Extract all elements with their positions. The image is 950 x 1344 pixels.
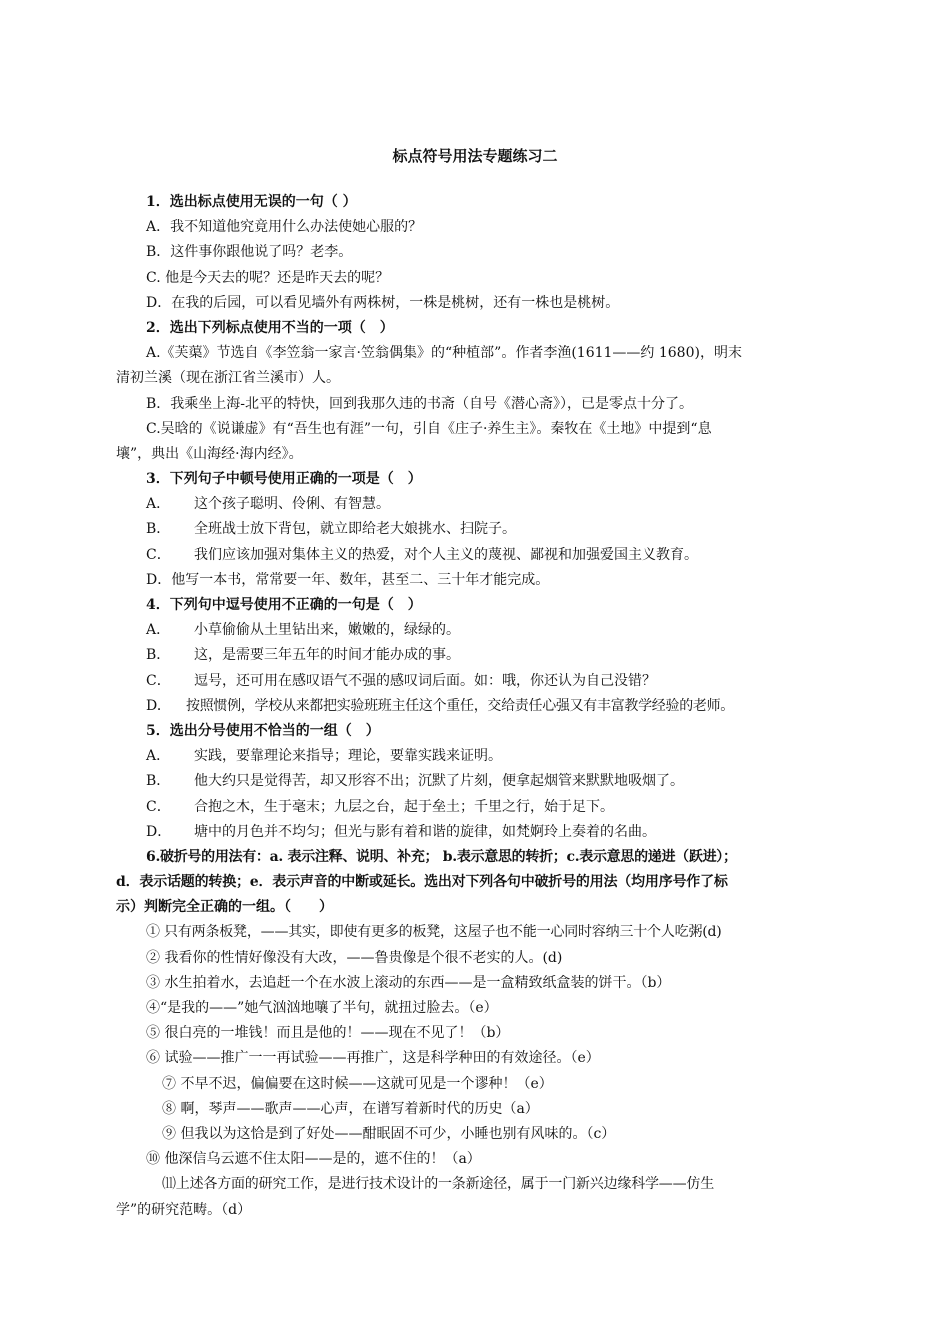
question-6-item-8: ⑧ 啊，琴声——歌声——心声，在谱写着新时代的历史（a） bbox=[162, 1100, 539, 1117]
question-4-option-d bbox=[116, 694, 856, 719]
question-1-option-c: C. 他是今天去的呢？还是昨天去的呢？ bbox=[146, 269, 390, 286]
question-3-option-b bbox=[116, 517, 856, 542]
question-5-option-d bbox=[116, 820, 856, 845]
option-label: D． bbox=[146, 697, 171, 714]
document-body bbox=[116, 190, 856, 1223]
question-6-item-11-line2: 学”的研究范畴。（d） bbox=[116, 1201, 252, 1218]
question-6-item-6: ⑥ 试验——推广一一再试验——再推广，这是科学种田的有效途径。（e） bbox=[146, 1050, 600, 1067]
option-text: 小草偷偷从土里钻出来，嫩嫩的，绿绿的。 bbox=[194, 622, 460, 639]
option-text: 这，是需要三年五年的时间才能办成的事。 bbox=[194, 647, 460, 664]
question-3-stem: 3．下列句子中顿号使用正确的一项是（ ） bbox=[146, 471, 422, 488]
question-3-option-d: D．他写一本书，常常要一年、数年，甚至二、三十年才能完成。 bbox=[146, 571, 550, 588]
option-text: 全班战士放下背包，就立即给老大娘挑水、扫院子。 bbox=[194, 521, 516, 538]
option-label: A． bbox=[146, 748, 171, 765]
option-text: 他大约只是觉得苦，却又形容不出；沉默了片刻，便拿起烟管来默默地吸烟了。 bbox=[194, 773, 684, 790]
question-2-option-c-line2: 壤”，典出《山海经·海内经》。 bbox=[116, 445, 303, 462]
question-6-stem-line2: d．表示话题的转换；e．表示声音的中断或延长。选出对下列各句中破折号的用法（均用序号作了标 bbox=[116, 874, 728, 891]
option-label: C． bbox=[146, 546, 171, 563]
question-3-option-a bbox=[116, 492, 856, 517]
question-2-option-b: B．我乘坐上海-北平的特快，回到我那久违的书斋（自号《潜心斋》），已是零点十分了。 bbox=[146, 395, 694, 412]
question-1-option-b: B．这件事你跟他说了吗？老李。 bbox=[146, 244, 353, 261]
question-6-item-3: ③ 水生拍着水，去追赶一个在水波上滚动的东西——是一盒精致纸盒装的饼干。（b） bbox=[146, 974, 671, 991]
question-2-option-a-line1: A.《芙蕖》节选自《李笠翁一家言·笠翁偶集》的“种植部”。作者李渔(1611——约 1680)，明末 bbox=[146, 345, 742, 362]
question-4-option-c bbox=[116, 669, 856, 694]
question-6-item-5: ⑤ 很白亮的一堆钱！而且是他的！——现在不见了！（b） bbox=[146, 1025, 510, 1042]
option-label: A． bbox=[146, 622, 171, 639]
question-1-stem: 1．选出标点使用无误的一句（ ） bbox=[146, 194, 357, 210]
question-5-option-a bbox=[116, 744, 856, 769]
question-4-option-a bbox=[116, 618, 856, 643]
question-6-item-4: ④“是我的——”她气汹汹地嚷了半句，就扭过脸去。（e） bbox=[146, 1000, 498, 1016]
option-text: 按照惯例，学校从来都把实验班班主任这个重任，交给责任心强又有丰富教学经验的老师。 bbox=[186, 697, 734, 714]
question-5-stem: 5．选出分号使用不恰当的一组（ ） bbox=[146, 722, 380, 739]
question-6-item-1: ① 只有两条板凳，——其实，即使有更多的板凳，这屋子也不能一心同时容纳三十个人吃粥(d) bbox=[146, 924, 722, 941]
option-label: D． bbox=[146, 823, 172, 840]
option-label: B． bbox=[146, 521, 171, 538]
option-text: 塘中的月色并不均匀；但光与影有着和谐的旋律，如梵婀玲上奏着的名曲。 bbox=[194, 823, 656, 840]
question-6-item-7: ⑦ 不早不迟，偏偏要在这时候——这就可见是一个谬种！（e） bbox=[162, 1075, 553, 1092]
question-6-item-11-line1: ⑾上述各方面的研究工作，是进行技术设计的一条新途径，属于一门新兴边缘科学——仿生 bbox=[162, 1176, 714, 1193]
question-5-option-b bbox=[116, 769, 856, 794]
question-3-option-c bbox=[116, 543, 856, 568]
question-6-item-9: ⑨ 但我以为这恰是到了好处——酣眠固不可少，小睡也别有风味的。（c） bbox=[162, 1125, 616, 1142]
option-text: 逗号，还可用在感叹语气不强的感叹词后面。如：哦，你还认为自己没错？ bbox=[194, 672, 656, 689]
question-6-item-10: ⑩ 他深信乌云遮不住太阳——是的，遮不住的！（a） bbox=[146, 1151, 481, 1168]
question-2-stem: 2．选出下列标点使用不当的一项（ ） bbox=[146, 319, 394, 336]
option-text: 合抱之木，生于毫末；九层之台，起于垒土；千里之行，始于足下。 bbox=[194, 798, 614, 815]
option-text: 我们应该加强对集体主义的热爱，对个人主义的蔑视、鄙视和加强爱国主义教育。 bbox=[194, 546, 698, 563]
question-1-option-a: A．我不知道他究竟用什么办法使她心服的？ bbox=[146, 219, 423, 236]
option-label: A． bbox=[146, 496, 171, 513]
question-2-option-c-line1: C.吴晗的《说谦虚》有“吾生也有涯”一句，引自《庄子·养生主》。秦牧在《土地》中提到“息 bbox=[146, 420, 712, 437]
option-label: B． bbox=[146, 647, 171, 664]
question-6-stem-line3: 示）判断完全正确的一组。（ ） bbox=[116, 899, 333, 916]
option-label: B． bbox=[146, 773, 171, 790]
page-title: 标点符号用法专题练习二 bbox=[392, 147, 558, 165]
question-6-stem-line1: 6.破折号的用法有：a. 表示注释、说明、补充； b.表示意思的转折；c.表示意思的递进（跃进）； bbox=[146, 848, 737, 865]
question-4-option-b bbox=[116, 643, 856, 668]
option-text: 实践，要靠理论来指导；理论，要靠实践来证明。 bbox=[194, 748, 502, 765]
question-5-option-c bbox=[116, 795, 856, 820]
question-6-item-2: ② 我看你的性情好像没有大改，——鲁贵像是个很不老实的人。(d) bbox=[146, 949, 563, 966]
option-label: C． bbox=[146, 672, 171, 689]
option-text: 这个孩子聪明、伶俐、有智慧。 bbox=[194, 496, 390, 513]
question-2-option-a-line2: 清初兰溪（现在浙江省兰溪市）人。 bbox=[116, 370, 340, 387]
question-1-option-d: D．在我的后园，可以看见墙外有两株树，一株是桃树，还有一株也是桃树。 bbox=[146, 294, 620, 311]
option-label: C． bbox=[146, 798, 171, 815]
question-4-stem: 4．下列句中逗号使用不正确的一句是（ ） bbox=[146, 597, 422, 613]
